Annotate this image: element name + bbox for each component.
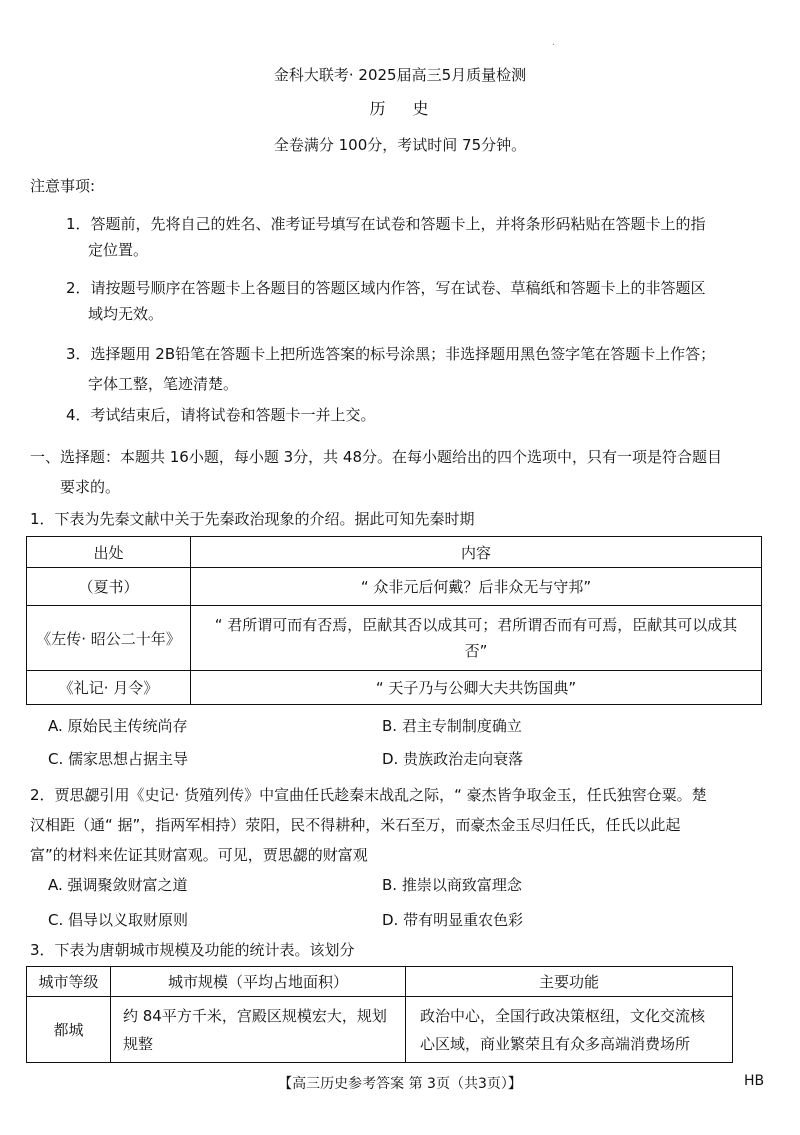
section-instruction-line-2: 要求的。 xyxy=(60,478,121,496)
note-1-line-1: 1．答题前，先将自己的姓名、准考证号填写在试卷和答题卡上，并将条形码粘贴在答题卡上的指 xyxy=(66,215,706,233)
note-3-line-1: 3．选择题用 2B铅笔在答题卡上把所选答案的标号涂黑；非选择题用黑色签字笔在答题卡上作答； xyxy=(66,345,716,363)
q1-option-b: B. 君主专制制度确立 xyxy=(382,717,522,735)
row-1-source: （夏书） xyxy=(27,568,191,606)
header-source: 出处 xyxy=(27,537,191,568)
q2-option-d: D. 带有明显重农色彩 xyxy=(382,911,524,929)
table-row xyxy=(27,671,762,705)
note-2-line-2: 域均无效。 xyxy=(88,305,164,323)
table-row xyxy=(27,997,733,1063)
header-city-level: 城市等级 xyxy=(27,967,111,997)
exam-title: 金科大联考· 2025届高三5月质量检测 xyxy=(273,66,527,84)
row-city-level: 都城 xyxy=(27,997,111,1063)
scan-speck: · xyxy=(552,40,556,51)
question-2-line-1: 2．贾思勰引用《史记· 货殖列传》中宣曲任氏趁秦末战乱之际，“ 豪杰皆争取金玉，任氏独窖仓粟。楚 xyxy=(30,786,707,804)
row-2-content xyxy=(191,606,762,671)
header-city-scale: 城市规模（平均占地面积） xyxy=(111,967,406,997)
row-city-scale-line-2: 规整 xyxy=(123,1034,154,1053)
row-function-line-2: 心区域，商业繁荣且有众多高端消费场所 xyxy=(420,1034,691,1053)
row-1-content: “ 众非元后何戴？后非众无与守邦” xyxy=(191,568,762,606)
q2-option-b: B. 推崇以商致富理念 xyxy=(382,876,522,894)
question-1-stem: 1．下表为先秦文献中关于先秦政治现象的介绍。据此可知先秦时期 xyxy=(30,510,475,528)
question-2-line-2: 汉相距（通“ 据”，指两军相持）荥阳，民不得耕种，米石至万，而豪杰金玉尽归任氏，任氏以此起 xyxy=(30,816,681,834)
q2-option-a: A. 强调聚敛财富之道 xyxy=(48,876,188,894)
score-info: 全卷满分 100分，考试时间 75分钟。 xyxy=(273,136,527,154)
question-1-table xyxy=(26,536,762,705)
question-2-line-3: 富”的材料来佐证其财富观。可见，贾思勰的财富观 xyxy=(30,846,368,864)
row-function-line-1: 政治中心，全国行政决策枢纽，文化交流核 xyxy=(420,1006,706,1025)
table-header-row xyxy=(27,967,733,997)
row-3-source: 《礼记· 月令》 xyxy=(27,671,191,705)
row-function xyxy=(406,997,733,1063)
question-3-stem: 3．下表为唐朝城市规模及功能的统计表。该划分 xyxy=(30,941,355,959)
note-3-line-2: 字体工整，笔迹清楚。 xyxy=(88,375,239,393)
page-footer: 【高三历史参考答案 第 3页（共3页）】 xyxy=(278,1076,522,1092)
q1-option-d: D. 贵族政治走向衰落 xyxy=(382,750,524,768)
row-city-scale-line-1: 约 84平方千米，宫殿区规模宏大，规划 xyxy=(123,1006,387,1025)
q2-option-c: C. 倡导以义取财原则 xyxy=(48,911,189,929)
row-2-source: 《左传· 昭公二十年》 xyxy=(27,606,191,671)
q1-option-c: C. 儒家思想占据主导 xyxy=(48,750,189,768)
row-3-content: “ 天子乃与公卿大夫共饬国典” xyxy=(191,671,762,705)
note-4: 4．考试结束后，请将试卷和答题卡一并上交。 xyxy=(66,406,376,424)
row-city-scale xyxy=(111,997,406,1063)
table-header-row xyxy=(27,537,762,568)
header-content: 内容 xyxy=(191,537,762,568)
q1-option-a: A. 原始民主传统尚存 xyxy=(48,717,188,735)
question-3-table xyxy=(26,966,733,1063)
section-instruction-line-1: 一、选择题：本题共 16小题，每小题 3分，共 48分。在每小题给出的四个选项中，只有一项是符合题目 xyxy=(30,448,723,466)
footer-code: HB xyxy=(744,1073,765,1089)
note-1-line-2: 定位置。 xyxy=(88,241,149,259)
header-function: 主要功能 xyxy=(406,967,733,997)
table-row xyxy=(27,568,762,606)
subject-title: 历 史 xyxy=(369,99,431,118)
note-2-line-1: 2．请按题号顺序在答题卡上各题目的答题区域内作答，写在试卷、草稿纸和答题卡上的非答题区 xyxy=(66,279,706,297)
row-2-content-line-2: 否” xyxy=(464,642,488,660)
notes-heading: 注意事项: xyxy=(30,177,96,195)
table-row xyxy=(27,606,762,671)
row-2-content-line-1: “ 君所谓可而有否焉，臣献其否以成其可；君所谓否而有可焉，臣献其可以成其 xyxy=(214,616,738,634)
